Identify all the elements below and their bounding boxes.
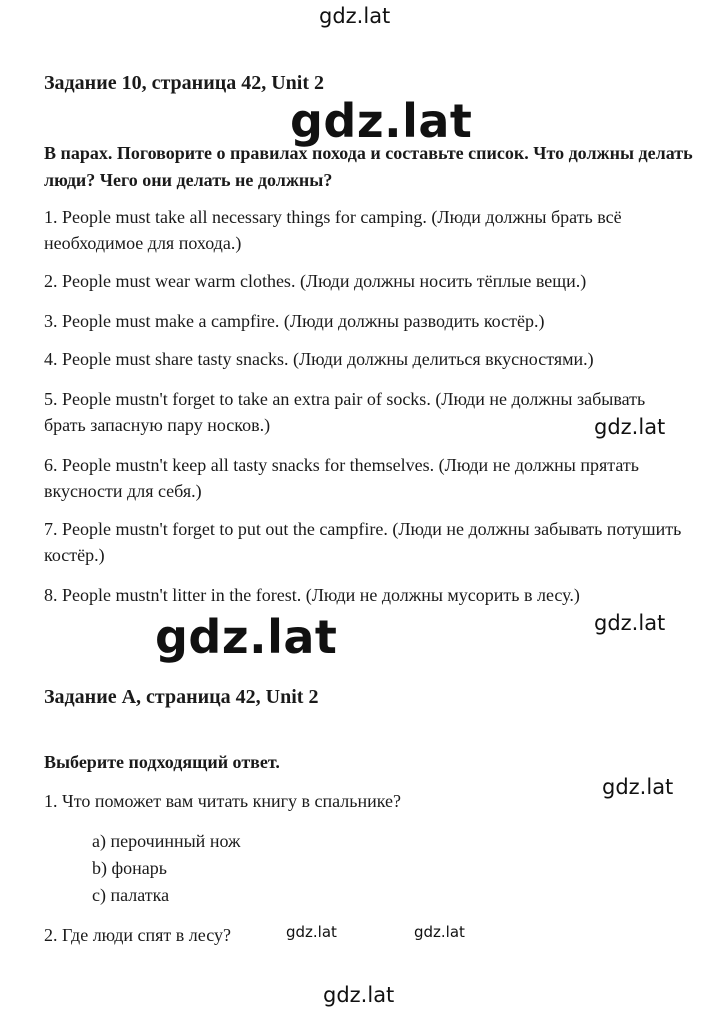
- task10-heading: Задание 10, страница 42, Unit 2: [44, 72, 325, 94]
- task10-item-5: 5. People mustn't forget to take an extra pair of socks. (Люди не должны забывать брать запасную пару носков.): [44, 389, 646, 435]
- task10-item-6: 6. People mustn't keep all tasty snacks for themselves. (Люди не должны прятать вкусности для себя.): [44, 455, 639, 501]
- taskA-heading: Задание A, страница 42, Unit 2: [44, 686, 319, 708]
- taskA-question-2: 2. Где люди спят в лесу?: [44, 925, 231, 945]
- task10-item-8: 8. People mustn't litter in the forest. (Люди не должны мусорить в лесу.): [44, 585, 580, 605]
- taskA-instruction: Выберите подходящий ответ.: [44, 752, 280, 772]
- taskA-question-1: 1. Что поможет вам читать книгу в спальнике?: [44, 791, 402, 811]
- task10-item-1: 1. People must take all necessary things for camping. (Люди должны брать всё необходимое для похода.): [44, 207, 622, 253]
- taskA-q1-option-a: a) перочинный нож: [92, 831, 241, 851]
- watermark-right-2: gdz.lat: [594, 611, 666, 635]
- watermark-small-2: gdz.lat: [414, 923, 465, 941]
- watermark-right-1: gdz.lat: [594, 415, 666, 439]
- task10-instruction: В парах. Поговорите о правилах похода и составьте список. Что должны делать люди? Чего они делать не должны?: [44, 143, 693, 190]
- taskA-q1-option-b: b) фонарь: [92, 858, 167, 878]
- watermark-bottom: gdz.lat: [323, 983, 395, 1007]
- task10-item-4: 4. People must share tasty snacks. (Люди должны делиться вкусностями.): [44, 349, 594, 369]
- watermark-top: gdz.lat: [319, 4, 391, 28]
- watermark-large-top: gdz.lat: [290, 94, 473, 148]
- task10-item-3: 3. People must make a campfire. (Люди должны разводить костёр.): [44, 311, 545, 331]
- task10-item-7: 7. People mustn't forget to put out the campfire. (Люди не должны забывать потушить костёр.): [44, 519, 682, 565]
- taskA-q1-option-c: c) палатка: [92, 885, 170, 905]
- task10-item-2: 2. People must wear warm clothes. (Люди должны носить тёплые вещи.): [44, 271, 587, 291]
- watermark-right-3: gdz.lat: [602, 775, 674, 799]
- watermark-small-1: gdz.lat: [286, 923, 337, 941]
- watermark-large-middle: gdz.lat: [155, 610, 338, 664]
